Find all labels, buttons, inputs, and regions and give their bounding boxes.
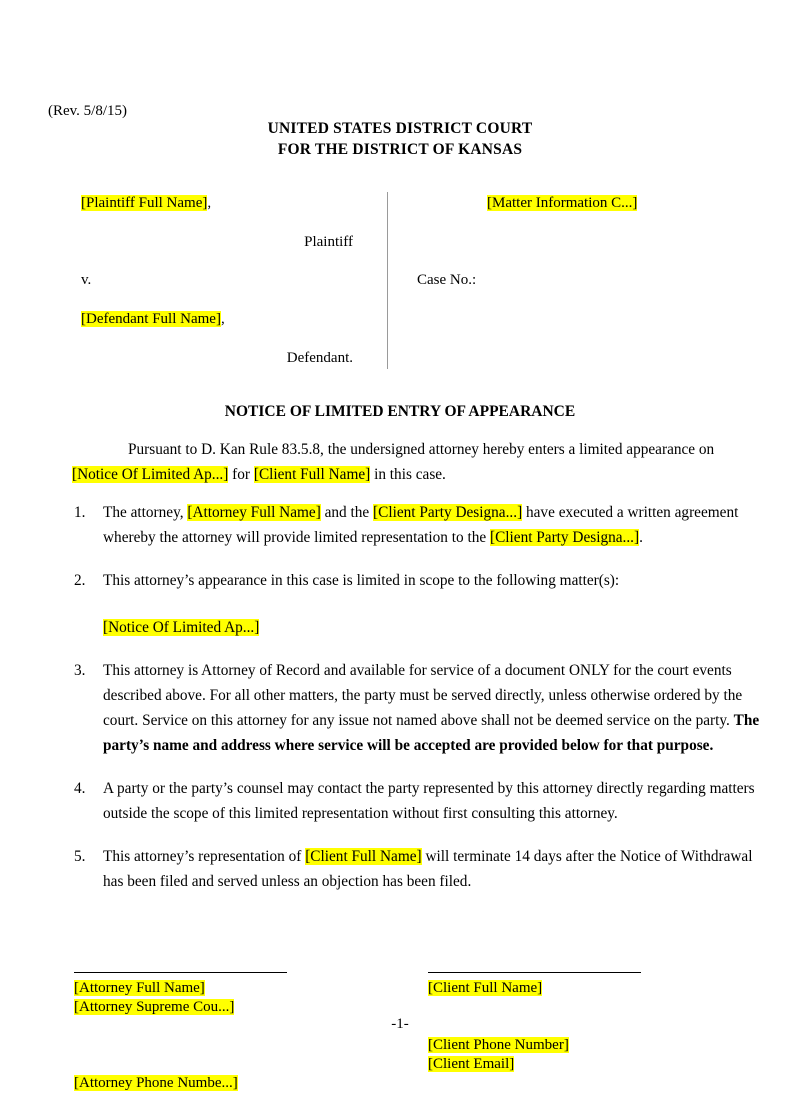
item-2-matter-line (103, 615, 764, 640)
plaintiff-name-field[interactable]: [Plaintiff Full Name] (81, 195, 208, 211)
item-3-text (103, 658, 764, 758)
item-1-text-3: have executed a written agreement whereby the attorney will provide limited representation to the (103, 504, 739, 546)
intro-client-field[interactable]: [Client Full Name] (253, 466, 371, 483)
item-2-text: This attorney’s appearance in this case is limited in scope to the following matter(s): (103, 572, 620, 589)
caption-vertical-divider (387, 192, 388, 369)
item-5-text-1: This attorney’s representation of (103, 848, 306, 865)
item-2-matter-field[interactable]: [Notice Of Limited Ap...] (103, 619, 260, 636)
list-item (72, 658, 764, 758)
item-1-attorney-field[interactable]: [Attorney Full Name] (187, 504, 321, 521)
intro-paragraph (72, 437, 748, 487)
court-name-line-1: UNITED STATES DISTRICT COURT (267, 120, 533, 137)
defendant-name-comma: , (220, 311, 225, 327)
item-1-text-1: The attorney, (103, 504, 188, 521)
intro-text-3: in this case. (370, 466, 446, 483)
client-signature-line (428, 972, 641, 973)
item-5-client-field[interactable]: [Client Full Name] (305, 848, 422, 865)
defendant-name-line (81, 310, 225, 329)
attorney-bar-number-field[interactable]: [Attorney Supreme Cou...] (74, 999, 235, 1015)
case-number-label: Case No.: (417, 272, 477, 288)
list-item (72, 844, 764, 894)
item-1-text-2: and the (320, 504, 374, 521)
client-email-field[interactable]: [Client Email] (428, 1056, 515, 1072)
item-1-number: 1. (74, 504, 86, 521)
item-4-number: 4. (74, 780, 86, 797)
plaintiff-role-label: Plaintiff (304, 234, 353, 250)
item-1-client-party-field[interactable]: [Client Party Designa...] (373, 504, 523, 521)
client-phone-line (428, 1036, 569, 1056)
revision-stamp: (Rev. 5/8/15) (48, 103, 128, 119)
attorney-name-line (74, 979, 205, 999)
numbered-items-list (72, 500, 764, 912)
client-phone-field[interactable]: [Client Phone Number] (428, 1037, 569, 1053)
defendant-name-field[interactable]: [Defendant Full Name] (81, 311, 221, 327)
item-1-text-4: . (639, 529, 643, 546)
court-heading (0, 118, 800, 160)
case-caption-block (48, 190, 752, 375)
item-3-bold-text: The party’s name and address where service will be accepted are provided below for that purpose. (103, 712, 760, 754)
item-1-text (103, 500, 764, 550)
item-5-text (103, 844, 764, 894)
list-item (72, 776, 764, 826)
intro-text-1: Pursuant to D. Kan Rule 83.5.8, the undersigned attorney hereby enters a limited appearance on (128, 441, 715, 458)
defendant-role-label: Defendant. (286, 350, 353, 366)
client-name-line (428, 979, 542, 999)
item-5-text-2: will terminate 14 days after the Notice of Withdrawal has been filed and served unless an objection has been filed. (103, 848, 753, 890)
item-1-client-party-field-2[interactable]: [Client Party Designa...] (489, 529, 640, 546)
client-name-field[interactable]: [Client Full Name] (428, 980, 543, 996)
list-item (72, 500, 764, 550)
list-item (72, 568, 764, 640)
versus-label: v. (81, 272, 92, 288)
client-email-line (428, 1055, 514, 1075)
matter-information-field[interactable]: [Matter Information C...] (487, 195, 638, 211)
plaintiff-name-comma: , (207, 195, 212, 211)
attorney-phone-line (74, 1074, 238, 1094)
attorney-phone-field[interactable]: [Attorney Phone Numbe...] (74, 1075, 238, 1091)
intro-matter-field[interactable]: [Notice Of Limited Ap...] (72, 466, 229, 483)
intro-text-2: for (228, 466, 254, 483)
court-name-line-2: FOR THE DISTRICT OF KANSAS (277, 141, 523, 158)
item-5-number: 5. (74, 848, 86, 865)
item-3-text-1: This attorney is Attorney of Record and available for service of a document ONLY for the court events described above. For all other matters, the party must be served directly, unless otherwise ordered by the court. Service on this attorney for any issue not named above shall not be deemed service on the party. (103, 662, 743, 729)
attorney-signature-line (74, 972, 287, 973)
matter-information-line (487, 194, 637, 213)
item-2-number: 2. (74, 572, 86, 589)
page-number: -1- (391, 1016, 409, 1032)
page-title: NOTICE OF LIMITED ENTRY OF APPEARANCE (224, 403, 576, 420)
item-4-text: A party or the party’s counsel may contact the party represented by this attorney directly regarding matters outside the scope of this limited representation without first consulting this attorney. (103, 780, 755, 822)
attorney-name-field[interactable]: [Attorney Full Name] (74, 980, 205, 996)
item-3-number: 3. (74, 662, 86, 679)
plaintiff-name-line (81, 194, 211, 213)
